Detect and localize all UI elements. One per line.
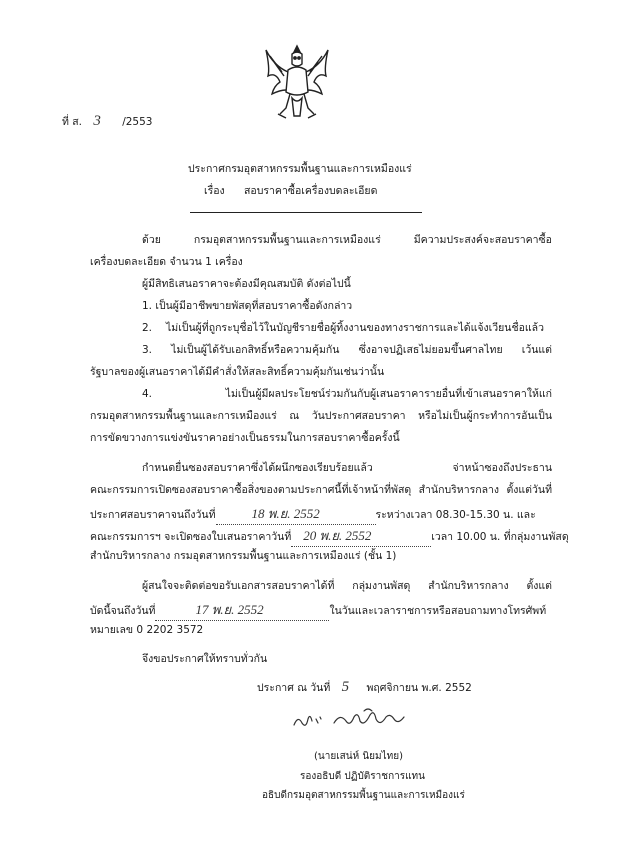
subject-label: เรื่อง <box>204 185 225 197</box>
submission-deadline-field <box>216 503 376 524</box>
schedule-4-text: คณะกรรมการฯ จะเปิดซองใบเสนอราคาวันที่ <box>90 531 292 543</box>
signatory-position-2: อธิบดีกรมอุตสาหกรรมพื้นฐานและการเหมืองแร่ <box>262 790 465 801</box>
announcement-date-line <box>257 679 472 696</box>
title-divider <box>190 212 422 213</box>
opening-date: 20 พ.ย. 2552 <box>303 528 372 543</box>
reference-line <box>62 113 152 130</box>
signature <box>290 705 410 735</box>
intro-line-2: เครื่องบดละเอียด จำนวน 1 เครื่อง <box>90 256 243 268</box>
schedule-4-time: เวลา 10.00 น. ที่กลุ่มงานพัสดุ <box>431 531 569 543</box>
qualification-2: 2. ไม่เป็นผู้ที่ถูกระบุชื่อไว้ในบัญชีรายชื่อผู้ทิ้งงานของทางราชการและได้แจ้งเวียนชื่อแล้ว <box>142 322 544 334</box>
schedule-line-1: กำหนดยื่นซองสอบราคาซึ่งได้ผนึกซองเรียบร้อยแล้ว จ่าหน้าซองถึงประธาน <box>142 462 552 474</box>
schedule-line-3 <box>90 503 536 524</box>
documents-line-3: หมายเลข 0 2202 3572 <box>90 624 204 636</box>
ref-year: /2553 <box>122 116 153 128</box>
subject-text: สอบราคาซื้อเครื่องบดละเอียด <box>244 185 378 197</box>
documents-line-1: ผู้สนใจจะติดต่อขอรับเอกสารสอบราคาได้ที่ กลุ่มงานพัสดุ สำนักบริหารกลาง ตั้งแต่ <box>142 580 552 592</box>
ref-number: 3 <box>93 113 101 129</box>
signatory-name: (นายเสน่ห์ นิยมไทย) <box>314 751 404 762</box>
schedule-line-5: สำนักบริหารกลาง กรมอุตสาหกรรมพื้นฐานและการเหมืองแร่ (ชั้น 1) <box>90 550 397 562</box>
qualification-1: 1. เป็นผู้มีอาชีพขายพัสดุที่สอบราคาซื้อดังกล่าว <box>142 300 353 312</box>
qualification-3-line-1: 3. ไม่เป็นผู้ได้รับเอกสิทธิ์หรือความคุ้มกัน ซึ่งอาจปฏิเสธไม่ยอมขึ้นศาลไทย เว้นแต่ <box>142 344 552 356</box>
date-prefix: ประกาศ ณ วันที่ <box>257 682 331 694</box>
qualification-4-line-1: 4. ไม่เป็นผู้มีผลประโยชน์ร่วมกันกับผู้เสนอราคารายอื่นที่เข้าเสนอราคาให้แก่ <box>142 388 552 400</box>
schedule-3-text: ประกาศสอบราคาจนถึงวันที่ <box>90 509 216 521</box>
documents-deadline-field <box>155 599 329 620</box>
documents-2-contact: ในวันและเวลาราชการหรือสอบถามทางโทรศัพท์ <box>329 605 547 617</box>
signatory-position-1: รองอธิบดี ปฏิบัติราชการแทน <box>300 771 425 782</box>
closing-line: จึงขอประกาศให้ทราบทั่วกัน <box>142 653 268 665</box>
date-month-year: พฤศจิกายน พ.ศ. 2552 <box>366 682 472 694</box>
documents-deadline-date: 17 พ.ย. 2552 <box>195 602 264 617</box>
schedule-line-4 <box>90 525 569 546</box>
qualification-heading: ผู้มีสิทธิเสนอราคาจะต้องมีคุณสมบัติ ดังต่อไปนี้ <box>142 278 351 290</box>
schedule-line-2: คณะกรรมการเปิดซองสอบราคาซื้อสิ่งของตามประกาศนี้ที่เจ้าหน้าที่พัสดุ สำนักบริหารกลาง ตั้งแต่วันที่ <box>90 484 552 496</box>
schedule-3-time: ระหว่างเวลา 08.30-15.30 น. และ <box>375 509 536 521</box>
qualification-4-line-3: การขัดขวางการแข่งขันราคาอย่างเป็นธรรมในการสอบราคาซื้อครั้งนี้ <box>90 432 400 444</box>
qualification-3-line-2: รัฐบาลของผู้เสนอราคาได้มีคำสั่งให้สละสิทธิ์ความคุ้มกันเช่นว่านั้น <box>90 366 385 378</box>
intro-line-1: ด้วย กรมอุตสาหกรรมพื้นฐานและการเหมืองแร่ มีความประสงค์จะสอบราคาซื้อ <box>142 234 552 246</box>
documents-2-text: บัดนี้จนถึงวันที่ <box>90 605 156 617</box>
qualification-4-line-2: กรมอุตสาหกรรมพื้นฐานและการเหมืองแร่ ณ วันประกาศสอบราคา หรือไม่เป็นผู้กระทำการอันเป็น <box>90 410 552 422</box>
documents-line-2 <box>90 599 546 620</box>
date-day: 5 <box>341 679 350 695</box>
subject-line <box>204 182 377 199</box>
opening-date-field <box>291 525 431 546</box>
ref-prefix: ที่ ส. <box>62 116 83 128</box>
announcement-title: ประกาศกรมอุตสาหกรรมพื้นฐานและการเหมืองแร่ <box>188 163 412 175</box>
garuda-emblem <box>262 42 332 122</box>
submission-deadline-date: 18 พ.ย. 2552 <box>251 506 320 521</box>
